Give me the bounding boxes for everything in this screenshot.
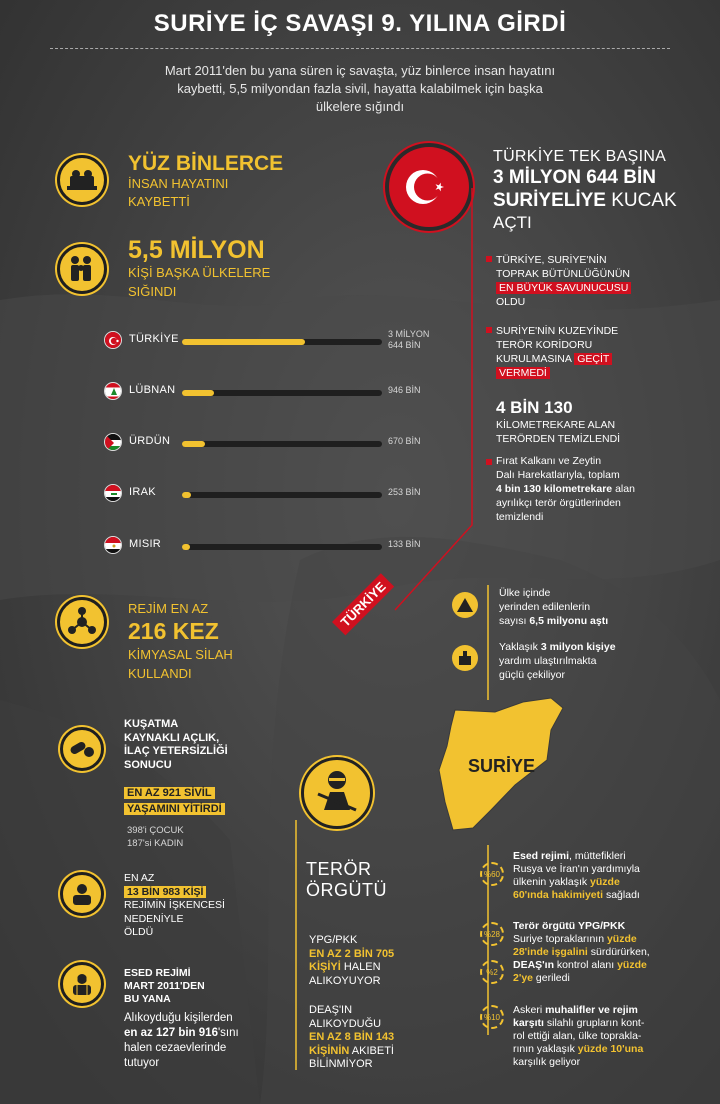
turkey-bullet-3: Fırat Kalkanı ve Zeytin Dalı Harekatlarıyla, toplam 4 bin 130 kilometrekare alan ayrılıkçı terör örgütlerinden temizlendi bbox=[496, 455, 635, 523]
country-value-line1: 670 BİN bbox=[388, 436, 421, 446]
country-value-line1: 133 BİN bbox=[388, 539, 421, 549]
country-name: IRAK bbox=[129, 486, 156, 498]
country-value-line2: 644 BİN bbox=[388, 340, 421, 350]
refugees-line1: KİŞİ BAŞKA ÜLKELERE bbox=[128, 265, 271, 280]
turkey-line4: AÇTI bbox=[493, 213, 532, 232]
opposition-text: Askeri muhalifler ve rejim karşıtı silahlı grupların kont- rol ettiği alan, ülke toprakla- rının yaklaşık yüzde 10'una karşılık geliyor bbox=[513, 1004, 645, 1068]
terror-pct-icon-2: %2 bbox=[480, 960, 504, 984]
turkey-line1: TÜRKİYE TEK BAŞINA bbox=[493, 148, 667, 165]
km-text: KİLOMETREKARE ALAN TERÖRDEN TEMİZLENDİ bbox=[496, 419, 621, 445]
siege-sub: 398'i ÇOCUK 187'si KADIN bbox=[127, 825, 184, 849]
terror-ypg: YPG/PKK EN AZ 2 BİN 705 KİŞİYİ HALEN ALIKOYUYOR bbox=[309, 934, 395, 987]
intro-text: Mart 2011'den bu yana süren iç savaşta, yüz binlerce insan hayatını kaybetti, 5,5 milyondan fazla sivil, hayatta kalabilmek için başka ülkelere sığındı bbox=[164, 63, 556, 114]
country-name: TÜRKİYE bbox=[129, 333, 179, 345]
deaths-line1: İNSAN HAYATINI bbox=[128, 176, 229, 191]
terror-deas: DEAŞ'IN ALIKOYDUĞU EN AZ 8 BİN 143 KİŞİNİN AKIBETİ BİLİNMİYOR bbox=[309, 1004, 395, 1070]
terror-title: TERÖR ÖRGÜTÜ bbox=[306, 859, 387, 900]
terror-control-text: Terör örgütü YPG/PKK Suriye topraklarının yüzde 28'inde işgalini sürdürürken, DEAŞ'ın kontrol alanı yüzde 2'ye geriledi bbox=[513, 920, 650, 984]
siege-title: KUŞATMA KAYNAKLI AÇLIK, İLAÇ YETERSİZLİĞİ SONUCU bbox=[124, 718, 228, 771]
refugees-line2: SIĞINDI bbox=[128, 284, 177, 299]
regime-text: Esed rejimi, müttefikleri Rusya ve İran'ın yardımıyla ülkenin yaklaşık yüzde 60'ında hakimiyeti sağladı bbox=[513, 850, 640, 901]
country-value-line1: 253 BİN bbox=[388, 487, 421, 497]
country-name: MISIR bbox=[129, 538, 162, 550]
siege-highlight: EN AZ 921 SİVİL YAŞAMINI YİTİRDİ bbox=[124, 785, 225, 817]
country-name: ÜRDÜN bbox=[129, 435, 171, 447]
page-title: SURİYE İÇ SAVAŞI 9. YILINA GİRDİ bbox=[153, 10, 567, 37]
opposition-pct-icon: %10 bbox=[480, 1005, 504, 1029]
torture-text: EN AZ 13 BİN 983 KİŞİ REJİMİN İŞKENCESİ NEDENİYLE ÖLDÜ bbox=[124, 872, 225, 938]
chemical-big: 216 KEZ bbox=[128, 618, 219, 644]
displaced-text: Ülke içinde yerinden edilenlerin sayısı 6,5 milyonu aştı bbox=[499, 587, 609, 627]
country-value-line1: 946 BİN bbox=[388, 385, 421, 395]
aid-text: Yaklaşık 3 milyon kişiye yardım ulaştırılmakta güçlü çekiliyor bbox=[499, 641, 616, 681]
regime-pct-icon: %60 bbox=[480, 862, 504, 886]
prison-text: Alıkoyduğu kişilerden en az 127 bin 916'sını halen cezaevlerinde tutuyor bbox=[124, 1012, 239, 1069]
turkey-bullet-1: TÜRKİYE, SURİYE'NİN TOPRAK BÜTÜNLÜĞÜNÜN EN BÜYÜK SAVUNUCUSU OLDU bbox=[496, 254, 630, 308]
deaths-line2: KAYBETTİ bbox=[128, 194, 190, 209]
chemical-l1: REJİM EN AZ bbox=[128, 601, 209, 616]
chemical-l2: KİMYASAL SİLAH bbox=[128, 647, 233, 662]
deaths-big: YÜZ BİNLERCE bbox=[128, 152, 284, 175]
syria-label: SURİYE bbox=[468, 756, 536, 776]
refugees-big: 5,5 MİLYON bbox=[128, 236, 265, 264]
km-big: 4 BİN 130 bbox=[496, 398, 573, 417]
turkey-line2: 3 MİLYON 644 BİN bbox=[493, 167, 656, 188]
country-name: LÜBNAN bbox=[129, 384, 176, 396]
turkey-bullet-2: SURİYE'NİN KUZEYİNDE TERÖR KORİDORU KURULMASINA GEÇİT VERMEDİ bbox=[496, 325, 619, 379]
turkey-line3: SURİYELİYE KUCAK bbox=[493, 190, 677, 211]
chemical-l3: KULLANDI bbox=[128, 666, 192, 681]
turkey-map-tag: TÜRKİYE bbox=[332, 573, 394, 635]
country-value-line1: 3 MİLYON bbox=[388, 329, 430, 339]
terror-pct-icon-1: %28 bbox=[480, 922, 504, 946]
prison-title: ESED REJİMİ MART 2011'DEN BU YANA bbox=[124, 967, 205, 1005]
